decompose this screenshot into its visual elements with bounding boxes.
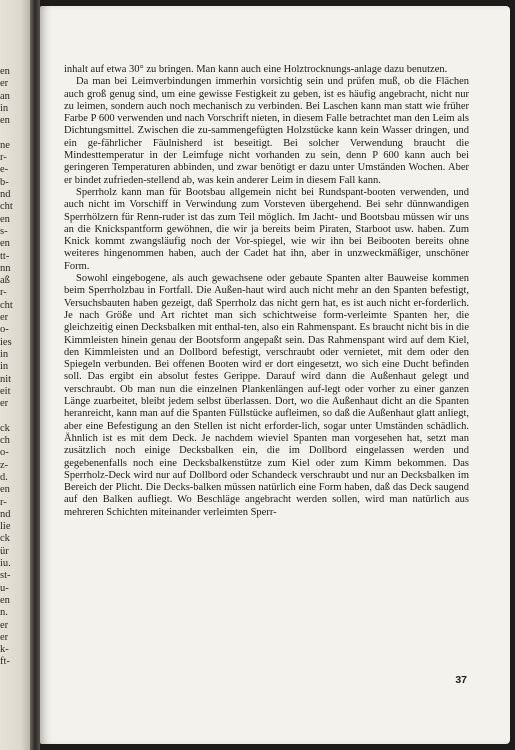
left-page-fragment: k- bbox=[0, 644, 9, 656]
left-page-fragment: en bbox=[0, 66, 10, 77]
left-page-fragment: z- bbox=[0, 459, 9, 471]
left-page-fragment: aß bbox=[0, 275, 10, 287]
left-page-fragment: o- bbox=[0, 447, 9, 459]
book-page bbox=[40, 6, 510, 744]
left-page-fragment: tt- bbox=[0, 250, 10, 262]
left-page-fragment: ne bbox=[0, 139, 10, 151]
left-page-fragment: en bbox=[0, 594, 10, 606]
left-page-fragment: ies bbox=[0, 336, 12, 348]
page-number: 37 bbox=[455, 674, 467, 686]
opposite-page bbox=[0, 0, 30, 750]
left-page-fragment: er bbox=[0, 78, 9, 90]
left-page-fragment: u- bbox=[0, 582, 9, 594]
left-page-fragment: er bbox=[0, 631, 9, 643]
left-page-fragment: er bbox=[0, 312, 9, 323]
left-page-fragment: en bbox=[0, 238, 10, 250]
left-page-fragment: er bbox=[0, 398, 9, 410]
left-page-fragment: st- bbox=[0, 570, 11, 582]
left-page-fragment: in bbox=[0, 361, 9, 373]
left-page-fragment: ür bbox=[0, 545, 9, 557]
paragraph-4: Sowohl eingebogene, als auch gewachsene oder gebaute Spanten alter Bauweise kommen beim Sperrholzbau in Fortfall. Die Außen-haut wird auch nicht mehr an den Spanten befestigt, Versuchsbauten haben gezeigt, daß Sperrholz das nicht gern hat, es ist auch nicht er-forderlich. Je nach Größe und Art richtet man sich schichtweise form-verleimte Spanten her, die gleichzeitig einen Decksbalken mit enthal-ten, also ein Rahmenspant. Es braucht nicht bis in die Kimmleisten hinein genau der Bootsform angepaßt sein. Das Rahmenspant wird auf dem Kiel, den Kimmleisten und an Dollbord befestigt, verschraubt oder vernietet, mit dem oder den Spiegeln verbunden. Bei offenen Booten wird er dort eingesetzt, wo sich eine Ducht befinden soll. Das ergibt ein absolut festes Gerippe. Darauf wird dann die Außenhaut gelegt und verschraubt. Ob man nun die einzelnen Plankenlängen auf-legt oder vorher zu einer ganzen Länge zuarbeitet, bleibt jedem selbst überlassen. Dort, wo die Außenhaut dicht an die Spanten heranreicht, kann man auf die Spanten Füllstücke aufleimen, so daß die Außenhaut glatt anliegt, aber eine Befestigung an den Stellen ist nicht erforder-lich, sogar unter Umständen schädlich. Ähnlich ist es mit dem Deck. Je nachdem wieviel Spanten man vorgesehen hat, setzt man zusätzlich noch einige Decksbalken ein, die im Dollbord eingelassen werden und gegebenenfalls noch eine Decksbalkenstütze zum Kiel oder zum Kimm bekommen. Das Sperrholz-Deck wird nur auf Dollbord oder Schandeck verschraubt und nur an Decksbalken im Bereich der Plicht. Die Decks-balken müssen natürlich eine Form haben, daß das Deck saugend auf den Balken aufliegt. Wo Beschläge angebracht werden sollen, wird man natürlich aus mehreren Schichten miteinander verleimten Sperr- bbox=[64, 273, 469, 518]
left-page-fragment: lie bbox=[0, 521, 11, 533]
paragraph-2: Da man bei Leimverbindungen immerhin vorsichtig sein und prüfen muß, ob die Flächen auch groß genug sind, um eine gewisse Festigkeit zu geben, ist es häufig angebracht, nicht nur zu leimen, sondern auch noch mechanisch zu verbinden. Bei Laschen kann man statt wie früher Farbe P 600 verwenden und nach Vorschrift nieten, in diesem Falle betrachtet man den Leim als Dichtungsmittel. Zwischen die zu-sammengefügten Holzstücke kann kein Wasser dringen, und ein ge-fährlicher Fäulnisherd ist beseitigt. Bei solcher Verwendung braucht die Mindesttemperatur in der Leimfuge nicht vorhanden zu sein, denn P 600 kann auch bei geringeren Temperaturen abbinden, und zwar benötigt er dazu unter Umständen Wochen. Aber er bindet zufrieden-stellend ab, was kein anderer Leim in diesem Fall kann. bbox=[64, 76, 469, 186]
left-page-fragment: ck bbox=[0, 422, 10, 434]
paragraph-1: inhalt auf etwa 30° zu bringen. Man kann auch eine Holztrocknungs-anlage dazu benutzen. bbox=[64, 64, 448, 75]
left-page-fragment: r- bbox=[0, 152, 7, 164]
left-page-fragment: iu. bbox=[0, 558, 11, 569]
left-page-fragment: nd bbox=[0, 189, 11, 200]
left-page-fragment: en bbox=[0, 484, 10, 496]
left-page-fragment: an bbox=[0, 90, 10, 102]
left-page-fragment: nit bbox=[0, 373, 12, 385]
left-page-fragment: s- bbox=[0, 225, 8, 237]
book-gutter bbox=[30, 0, 40, 750]
left-page-fragment: in bbox=[0, 348, 9, 360]
left-page-fragment: cht bbox=[0, 201, 13, 213]
left-page-fragment: en bbox=[0, 213, 10, 225]
left-page-fragment: er bbox=[0, 619, 9, 631]
left-page-fragment: eit bbox=[0, 385, 11, 397]
left-page-fragment: en bbox=[0, 115, 10, 127]
left-page-fragment: n. bbox=[0, 607, 8, 619]
left-page-fragment: nd bbox=[0, 508, 11, 520]
left-page-fragment: ck bbox=[0, 533, 10, 545]
left-page-fragment: in bbox=[0, 102, 9, 114]
left-page-fragment: ft- bbox=[0, 656, 10, 668]
left-page-fragment: cht bbox=[0, 299, 13, 311]
left-page-fragment: b- bbox=[0, 176, 9, 188]
left-page-fragment: o- bbox=[0, 324, 9, 336]
left-page-fragment: r- bbox=[0, 287, 7, 299]
left-page-fragment: r- bbox=[0, 496, 7, 508]
left-page-fragment: nn bbox=[0, 262, 11, 274]
left-page-fragment: d. bbox=[0, 471, 8, 483]
body-text bbox=[64, 64, 469, 519]
left-page-fragment: e- bbox=[0, 164, 9, 176]
paragraph-3: Sperrholz kann man für Bootsbau allgemein nicht bei Rundspant-booten verwenden, und auch nicht im Vorschiff in Verwindung zum Vorsteven übergehend. Bei sehr dünnwandigen Sperrhölzern für Renn-ruder ist das zum Teil möglich. Im Jacht- und Bootsbau müssen wir uns an die Knickspantform gewöhnen, die wir ja bereits beim Piraten, Starboot usw. haben. Zum Knick kommt zwangsläufig noch der Vor-spiegel, wie wir ihn bei Beibooten bereits ohne weiteres hingenommen haben, auch der Cadet hat ihn, aber in unzweckmäßiger, unschöner Form. bbox=[64, 186, 469, 272]
left-page-fragment: ch bbox=[0, 435, 10, 446]
